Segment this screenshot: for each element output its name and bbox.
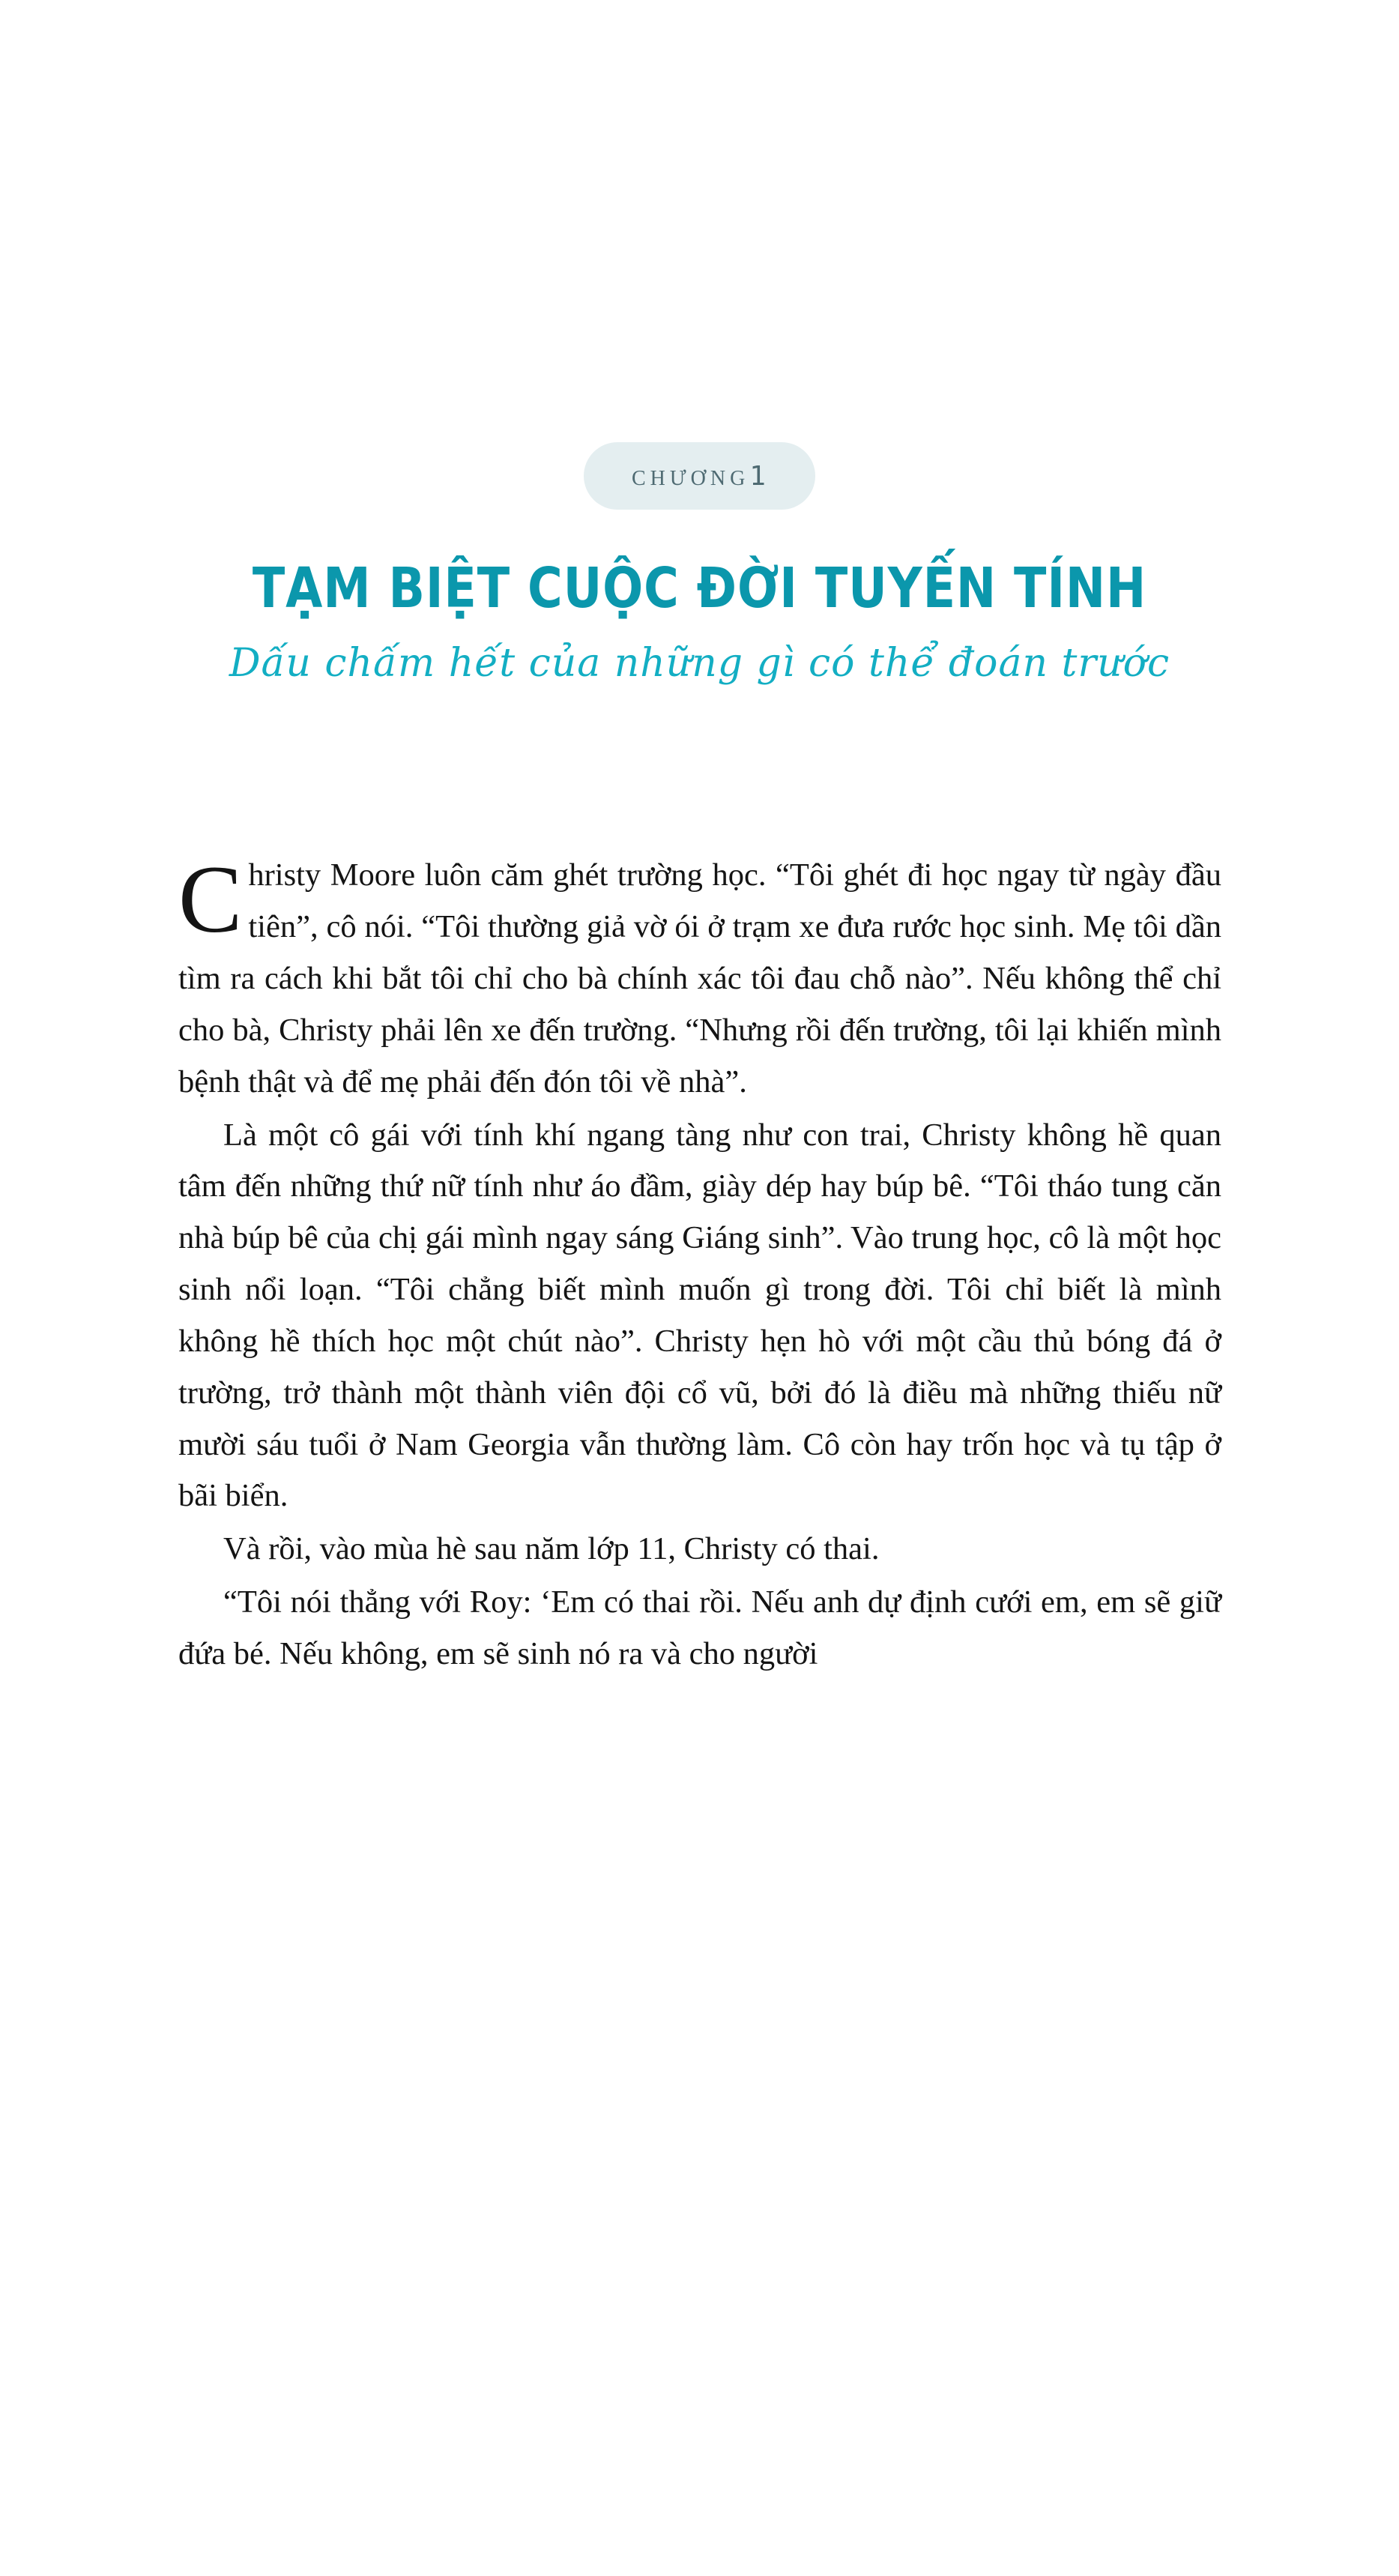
body-text-container: [0, 846, 1399, 1680]
chapter-subtitle: Dấu chấm hết của những gì có thể đoán trước: [229, 640, 1170, 686]
paragraph-2: Là một cô gái với tính khí ngang tàng như con trai, Christy không hề quan tâm đến những thứ nữ tính như áo đầm, giày dép hay búp bê. “Tôi tháo tung căn nhà búp bê của chị gái mình ngay sáng Giáng sinh”. Vào trung học, cô là một học sinh nổi loạn. “Tôi chẳng biết mình muốn gì trong đời. Tôi chỉ biết là mình không hề thích học một chút nào”. Christy hẹn hò với một cầu thủ bóng đá ở trường, trở thành một thành viên đội cổ vũ, bởi đó là điều mà những thiếu nữ mười sáu tuổi ở Nam Georgia vẫn thường làm. Cô còn hay trốn học và tụ tập ở bãi biển.: [178, 1117, 1221, 1514]
chapter-number: 1: [749, 461, 767, 492]
drop-cap: C: [178, 846, 243, 953]
body-column: [178, 846, 1221, 1680]
chapter-label-word: chương: [632, 458, 750, 492]
paragraph-4: “Tôi nói thẳng với Roy: ‘Em có thai rồi. Nếu anh dự định cưới em, em sẽ giữ đứa bé. Nếu không, em sẽ sinh nó ra và cho người: [178, 1584, 1221, 1671]
paragraph-1-text: hristy Moore luôn căm ghét trường học. “Tôi ghét đi học ngay từ ngày đầu tiên”, cô nói. “Tôi thường giả vờ ói ở trạm xe đưa rước học sinh. Mẹ tôi dần tìm ra cách khi bắt tôi chỉ cho bà chính xác tôi đau chỗ nào”. Nếu không thể chỉ cho bà, Christy phải lên xe đến trường. “Nhưng rồi đến trường, tôi lại khiến mình bệnh thật và để mẹ phải đến đón tôi về nhà”.: [178, 857, 1221, 1100]
paragraph-3: Và rồi, vào mùa hè sau năm lớp 11, Christy có thai.: [223, 1531, 880, 1567]
chapter-title: TẠM BIỆT CUỘC ĐỜI TUYẾN TÍNH: [252, 556, 1147, 621]
book-page: [0, 442, 1399, 2576]
chapter-header: [0, 442, 1399, 687]
paragraph-1: [178, 846, 1221, 1108]
chapter-label-pill: [584, 442, 815, 510]
